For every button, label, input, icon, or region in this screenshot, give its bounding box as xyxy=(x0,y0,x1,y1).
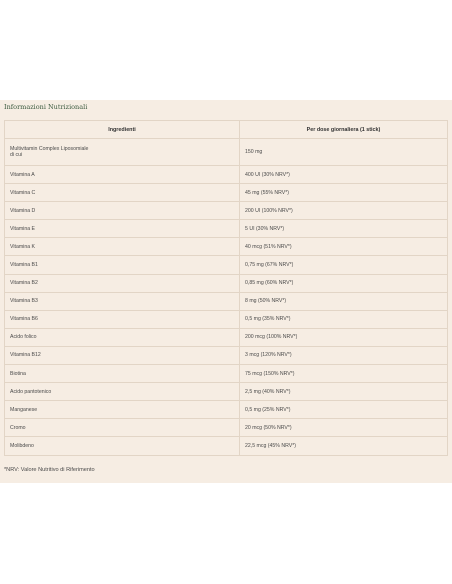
table-row xyxy=(5,202,448,220)
ingredient-cell: Cromo xyxy=(5,419,240,437)
ingredient-cell: Biotina xyxy=(5,365,240,383)
dose-cell: 0,75 mg (67% NRV*) xyxy=(240,256,448,274)
dose-cell: 3 mcg (120% NRV*) xyxy=(240,346,448,364)
table-row xyxy=(5,310,448,328)
dose-cell: 45 mg (55% NRV*) xyxy=(240,184,448,202)
table-header-row xyxy=(5,121,448,139)
ingredient-cell: Multivitamin Complex Liposomiale di cui xyxy=(5,139,240,166)
ingredient-cell: Acido folico xyxy=(5,328,240,346)
table-row xyxy=(5,256,448,274)
dose-cell: 150 mg xyxy=(240,139,448,166)
table-row xyxy=(5,383,448,401)
ingredient-cell: Vitamina K xyxy=(5,238,240,256)
header-ingredients: Ingredienti xyxy=(5,121,240,139)
table-row xyxy=(5,346,448,364)
dose-cell: 75 mcg (150% NRV*) xyxy=(240,365,448,383)
dose-cell: 0,85 mg (60% NRV*) xyxy=(240,274,448,292)
dose-cell: 8 mg (50% NRV*) xyxy=(240,292,448,310)
dose-cell: 0,5 mg (35% NRV*) xyxy=(240,310,448,328)
dose-cell: 20 mcg (50% NRV*) xyxy=(240,419,448,437)
ingredient-cell: Vitamina B3 xyxy=(5,292,240,310)
dose-cell: 40 mcg (51% NRV*) xyxy=(240,238,448,256)
nutrition-table xyxy=(4,120,448,456)
ingredient-cell: Acido pantotenico xyxy=(5,383,240,401)
dose-cell: 200 UI (100% NRV*) xyxy=(240,202,448,220)
ingredient-cell: Vitamina B12 xyxy=(5,346,240,364)
header-dose: Per dose giornaliera (1 stick) xyxy=(240,121,448,139)
nrv-footnote: *NRV: Valore Nutritivo di Riferimento xyxy=(4,467,95,473)
table-row xyxy=(5,328,448,346)
table-row xyxy=(5,220,448,238)
table-row xyxy=(5,437,448,455)
table-row xyxy=(5,365,448,383)
ingredient-cell: Vitamina E xyxy=(5,220,240,238)
table-row xyxy=(5,274,448,292)
nutrition-panel xyxy=(0,100,452,483)
ingredient-cell: Vitamina D xyxy=(5,202,240,220)
dose-cell: 400 UI (30% NRV*) xyxy=(240,166,448,184)
table-row xyxy=(5,139,448,166)
dose-cell: 22,5 mcg (45% NRV*) xyxy=(240,437,448,455)
ingredient-cell: Vitamina B2 xyxy=(5,274,240,292)
dose-cell: 2,5 mg (40% NRV*) xyxy=(240,383,448,401)
table-row xyxy=(5,166,448,184)
dose-cell: 200 mcg (100% NRV*) xyxy=(240,328,448,346)
dose-cell: 0,5 mg (25% NRV*) xyxy=(240,401,448,419)
ingredient-cell: Molibdeno xyxy=(5,437,240,455)
table-row xyxy=(5,184,448,202)
table-row xyxy=(5,419,448,437)
table-row xyxy=(5,238,448,256)
ingredient-cell: Vitamina B1 xyxy=(5,256,240,274)
dose-cell: 5 UI (30% NRV*) xyxy=(240,220,448,238)
ingredient-cell: Vitamina A xyxy=(5,166,240,184)
section-title: Informazioni Nutrizionali xyxy=(4,103,88,111)
ingredient-cell: Vitamina B6 xyxy=(5,310,240,328)
table-row xyxy=(5,292,448,310)
ingredient-cell: Vitamina C xyxy=(5,184,240,202)
ingredient-cell: Manganese xyxy=(5,401,240,419)
table-row xyxy=(5,401,448,419)
